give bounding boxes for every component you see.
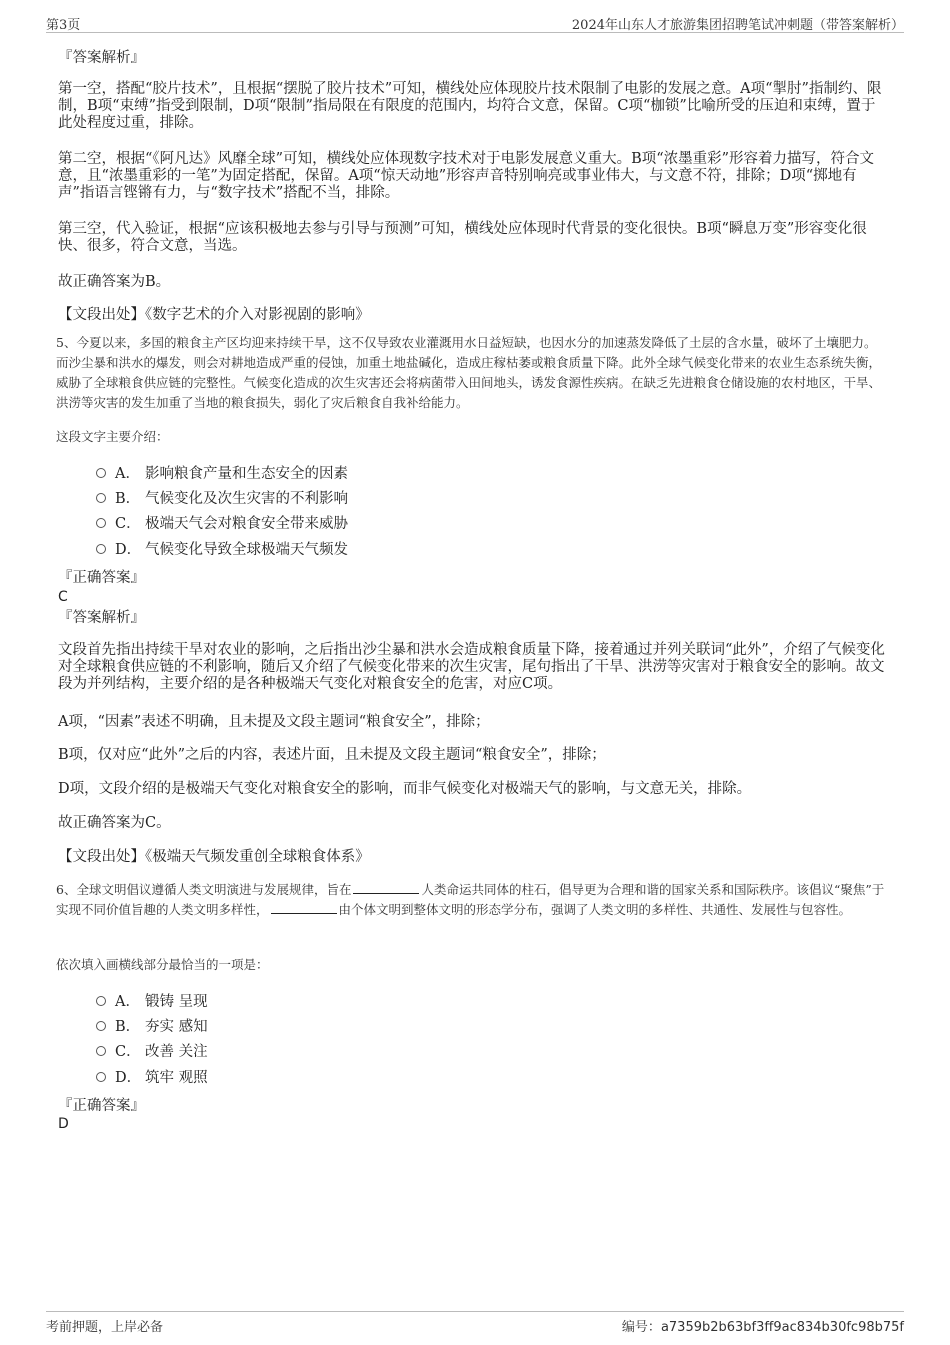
radio-icon[interactable]: [96, 1072, 106, 1082]
q5-option-d[interactable]: D． 气候变化导致全球极端天气频发: [96, 541, 348, 559]
radio-icon[interactable]: [96, 1021, 106, 1031]
q5-analysis: 文段首先指出持续干旱对农业的影响，之后指出沙尘暴和洪水会造成粮食质量下降，接着通过并列关联词“此外”，介绍了气候变化对全球粮食供应链的不利影响，随后又介绍了气候变化带来的次生灾害，尾句指出了干旱、洪涝等灾害对于粮食安全的影响。故文段为并列结构，主要介绍的是各种极端天气变化对粮食安全的危害，对应C项。: [58, 642, 885, 692]
radio-icon[interactable]: [96, 468, 106, 478]
q4-conclusion: 故正确答案为B。: [58, 274, 171, 290]
radio-icon[interactable]: [96, 493, 106, 503]
q6-answer-label: 『正确答案』: [58, 1098, 145, 1114]
q4-source: 【文段出处】《数字艺术的介入对影视剧的影响》: [58, 307, 370, 323]
q6-option-c[interactable]: C． 改善 关注: [96, 1043, 208, 1061]
q5-option-c[interactable]: C． 极端天气会对粮食安全带来威胁: [96, 515, 348, 533]
q5-source: 【文段出处】《极端天气频发重创全球粮食体系》: [58, 849, 370, 865]
q4-analysis-para-1: 第一空，搭配“胶片技术”，且根据“摆脱了胶片技术”可知，横线处应体现胶片技术限制了电影的发展之意。A项“掣肘”指制约、限制，B项“束缚”指受到限制，D项“限制”指局限在有限度的范围内，均符合文意，保留。C项“枷锁”比喻所受的压迫和束缚，置于此处程度过重，排除。: [58, 81, 882, 131]
q6-prompt: 依次填入画横线部分最恰当的一项是：: [56, 957, 269, 972]
q5-answer-label: 『正确答案』: [58, 570, 145, 586]
q6-option-a[interactable]: A． 锻铸 呈现: [96, 993, 208, 1011]
q6-answer: D: [58, 1116, 69, 1132]
q5-prompt: 这段文字主要介绍：: [56, 429, 169, 444]
q5-note-a: A项，“因素”表述不明确，且未提及文段主题词“粮食安全”，排除；: [58, 714, 490, 730]
q6-option-d[interactable]: D． 筑牢 观照: [96, 1069, 208, 1087]
q5-note-d: D项，文段介绍的是极端天气变化对粮食安全的影响，而非气候变化对极端天气的影响，与文意无关，排除。: [58, 781, 752, 797]
fill-blank-2: [271, 900, 337, 914]
document-code: 编号：a7359b2b63bf3ff9ac834b30fc98b75f: [621, 1320, 904, 1335]
q5-note-b: B项，仅对应“此外”之后的内容，表述片面，且未提及文段主题词“粮食安全”，排除；: [58, 747, 606, 763]
q4-analysis-para-3: 第三空，代入验证，根据“应该积极地去参与引导与预测”可知，横线处应体现时代背景的变化很快。B项“瞬息万变”形容变化很快、很多，符合文意，当选。: [58, 221, 867, 254]
q5-conclusion: 故正确答案为C。: [58, 815, 171, 831]
document-title: 2024年山东人才旅游集团招聘笔试冲刺题（带答案解析）: [571, 18, 904, 33]
q5-option-b[interactable]: B． 气候变化及次生灾害的不利影响: [96, 490, 348, 508]
q5-answer: C: [58, 589, 68, 605]
fill-blank-1: [353, 880, 419, 894]
radio-icon[interactable]: [96, 1046, 106, 1056]
q6-stem: 6、全球文明倡议遵循人类文明演进与发展规律，旨在 人类命运共同体的柱石，倡导更为合理和谐的国家关系和国际秩序。该倡议“聚焦”于实现不同价值旨趣的人类文明多样性， 由个体文明到整体文明的形态学分布，强调了人类文明的多样性、共通性、发展性与包容性。: [56, 882, 885, 917]
page-footer: [46, 1311, 904, 1333]
q6-option-b[interactable]: B． 夯实 感知: [96, 1018, 208, 1036]
q5-stem: 5、今夏以来，多国的粮食主产区均迎来持续干旱，这不仅导致农业灌溉用水日益短缺，也因水分的加速蒸发降低了土层的含水量，破坏了土壤肥力。而沙尘暴和洪水的爆发，则会对耕地造成严重的侵蚀，加重土地盐碱化，造成庄稼枯萎或粮食质量下降。此外全球气候变化带来的农业生态系统失衡，威胁了全球粮食供应链的完整性。气候变化造成的次生灾害还会将病菌带入田间地头，诱发食源性疾病。在缺乏先进粮食仓储设施的农村地区，干旱、洪涝等灾害的发生加重了当地的粮食损失，弱化了灾后粮食自我补给能力。: [56, 335, 882, 410]
radio-icon[interactable]: [96, 544, 106, 554]
q5-analysis-label: 『答案解析』: [58, 610, 145, 626]
q5-option-a[interactable]: A． 影响粮食产量和生态安全的因素: [96, 465, 348, 483]
page-number: 第3页: [46, 18, 81, 33]
footer-slogan: 考前押题，上岸必备: [46, 1320, 164, 1335]
radio-icon[interactable]: [96, 518, 106, 528]
page-header: [46, 14, 904, 33]
q4-analysis-para-2: 第二空，根据“《阿凡达》风靡全球”可知，横线处应体现数字技术对于电影发展意义重大。B项“浓墨重彩”形容着力描写，符合文意，且“浓墨重彩的一笔”为固定搭配，保留。A项“惊天动地”形容声音特别响亮或事业伟大，与文意不符，排除；D项“掷地有声”指语言铿锵有力，与“数字技术”搭配不当，排除。: [58, 151, 875, 201]
radio-icon[interactable]: [96, 996, 106, 1006]
q4-analysis-label: 『答案解析』: [58, 50, 145, 66]
